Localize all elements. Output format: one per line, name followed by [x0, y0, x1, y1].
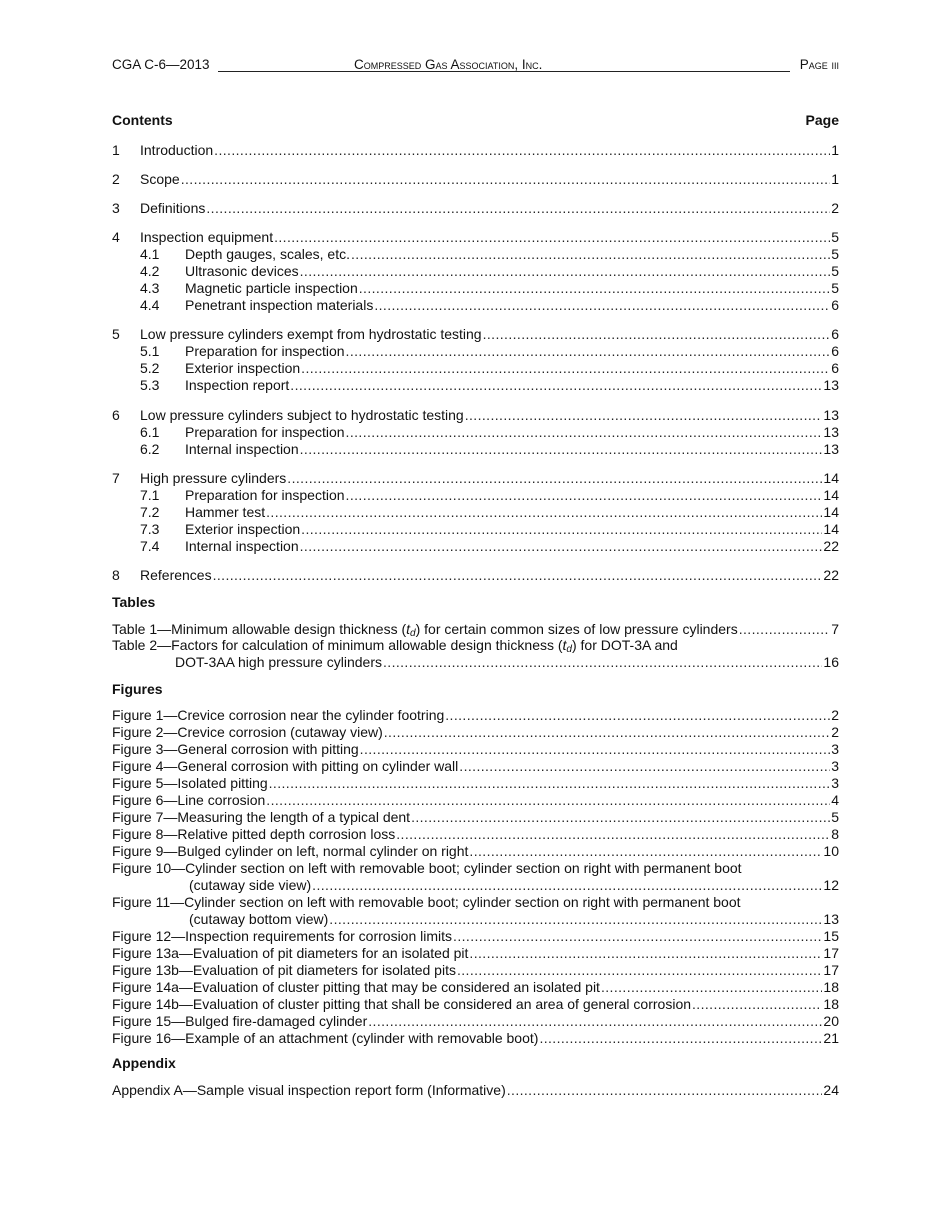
- page-number: 17: [823, 962, 839, 978]
- toc-entry[interactable]: [112, 326, 839, 343]
- dot-leader: [459, 758, 830, 775]
- page-number: 14: [823, 470, 839, 486]
- figure-entry[interactable]: [112, 1013, 839, 1030]
- figure-entry-continuation[interactable]: [189, 877, 839, 894]
- dot-leader: [266, 792, 830, 809]
- page-number: 6: [831, 343, 839, 359]
- figure-title: Figure 9—Bulged cylinder on left, normal cylinder on right: [112, 843, 469, 859]
- figure-entry-firstline[interactable]: Figure 10—Cylinder section on left with removable boot; cylinder section on right with permanent boot: [112, 860, 742, 876]
- section-number: 5.3: [140, 377, 160, 393]
- table-entry[interactable]: [112, 621, 839, 638]
- dot-leader: [739, 621, 831, 638]
- page-number: 21: [823, 1030, 839, 1046]
- dot-leader: [181, 171, 831, 188]
- section-number: 5.2: [140, 360, 160, 376]
- toc-entry[interactable]: [112, 407, 839, 424]
- figure-title: Figure 8—Relative pitted depth corrosion loss: [112, 826, 396, 842]
- section-title: Exterior inspection: [185, 360, 301, 376]
- section-title: Introduction: [140, 142, 214, 158]
- figure-entry[interactable]: [112, 741, 839, 758]
- page-number: 5: [831, 229, 839, 245]
- toc-entry[interactable]: [112, 567, 839, 584]
- figure-entry[interactable]: [112, 792, 839, 809]
- table-entry-continuation[interactable]: [175, 654, 839, 671]
- page-number: 18: [823, 979, 839, 995]
- toc-subentry[interactable]: [140, 360, 839, 377]
- page-number: 3: [831, 758, 839, 774]
- dot-leader: [269, 775, 831, 792]
- dot-leader: [384, 724, 830, 741]
- page-number: 14: [823, 521, 839, 537]
- dot-leader: [692, 996, 822, 1013]
- toc-entry[interactable]: [112, 470, 839, 487]
- page-number: 2: [831, 200, 839, 216]
- page-number: 18: [823, 996, 839, 1012]
- section-title: Internal inspection: [185, 441, 299, 457]
- dot-leader: [457, 962, 822, 979]
- page-number: 6: [831, 326, 839, 342]
- toc-subentry[interactable]: [140, 280, 839, 297]
- section-number: 7: [112, 470, 120, 486]
- toc-subentry[interactable]: [140, 521, 839, 538]
- dot-leader: [287, 470, 822, 487]
- dot-leader: [329, 911, 822, 928]
- dot-leader: [206, 200, 830, 217]
- figure-entry[interactable]: [112, 996, 839, 1013]
- table-entry-firstline[interactable]: Table 2—Factors for calculation of minimum allowable design thickness $(t_d)$ for DOT-3A and: [112, 637, 678, 655]
- section-number: 6: [112, 407, 120, 423]
- appendix-title: Appendix A—Sample visual inspection report form (Informative): [112, 1082, 506, 1098]
- section-title: Preparation for inspection: [185, 424, 345, 440]
- contents-heading: Contents: [112, 112, 173, 128]
- page-number: 2: [831, 707, 839, 723]
- page-number: 13: [823, 377, 839, 393]
- table-title: DOT-3AA high pressure cylinders: [175, 654, 382, 670]
- dot-leader: [601, 979, 822, 996]
- page-label: Page iii: [799, 57, 839, 72]
- section-number: 4.2: [140, 263, 160, 279]
- dot-leader: [312, 877, 822, 894]
- section-number: 6.2: [140, 441, 160, 457]
- dot-leader: [274, 229, 830, 246]
- appendix-heading: Appendix: [112, 1055, 176, 1071]
- figure-title: (cutaway bottom view): [189, 911, 329, 927]
- figure-entry[interactable]: [112, 826, 839, 843]
- toc-entry[interactable]: [112, 171, 839, 188]
- section-number: 1: [112, 142, 120, 158]
- page-number: 2: [831, 724, 839, 740]
- section-number: 4: [112, 229, 120, 245]
- figure-title: Figure 14a—Evaluation of cluster pitting that may be considered an isolated pit: [112, 979, 600, 995]
- page-number: 20: [823, 1013, 839, 1029]
- toc-subentry[interactable]: [140, 297, 839, 314]
- toc-subentry[interactable]: [140, 487, 839, 504]
- section-title: Scope: [140, 171, 180, 187]
- dot-leader: [411, 809, 830, 826]
- section-title: Preparation for inspection: [185, 487, 345, 503]
- dot-leader: [445, 707, 830, 724]
- dot-leader: [266, 504, 822, 521]
- page-number: 13: [823, 424, 839, 440]
- section-title: High pressure cylinders: [140, 470, 287, 486]
- toc-entry[interactable]: [112, 200, 839, 217]
- dot-leader: [360, 741, 831, 758]
- figure-title: Figure 3—General corrosion with pitting: [112, 741, 359, 757]
- section-title: Preparation for inspection: [185, 343, 345, 359]
- section-title: Inspection equipment: [140, 229, 274, 245]
- dot-leader: [214, 142, 830, 159]
- figure-entry[interactable]: [112, 775, 839, 792]
- dot-leader: [507, 1082, 823, 1099]
- section-number: 8: [112, 567, 120, 583]
- figure-title: (cutaway side view): [189, 877, 312, 893]
- page-number: 13: [823, 441, 839, 457]
- section-title: Ultrasonic devices: [185, 263, 299, 279]
- dot-leader: [301, 360, 830, 377]
- section-title: Low pressure cylinders subject to hydrostatic testing: [140, 407, 464, 423]
- dot-leader: [359, 280, 830, 297]
- figure-entry[interactable]: [112, 707, 839, 724]
- dot-leader: [301, 521, 822, 538]
- page-number: 3: [831, 775, 839, 791]
- figure-entry[interactable]: [112, 962, 839, 979]
- page-number: 5: [831, 246, 839, 262]
- section-number: 4.1: [140, 246, 160, 262]
- page-number: 22: [823, 538, 839, 554]
- figure-entry-continuation[interactable]: [189, 911, 839, 928]
- page-number: 22: [823, 567, 839, 583]
- dot-leader: [213, 567, 823, 584]
- figure-title: Figure 5—Isolated pitting: [112, 775, 268, 791]
- dot-leader: [453, 928, 822, 945]
- figure-entry[interactable]: [112, 928, 839, 945]
- table-title: Table 1—Minimum allowable design thickness $(t_d)$ for certain common sizes of low pressure cylinders: [112, 621, 738, 639]
- figure-title: Figure 1—Crevice corrosion near the cylinder footring: [112, 707, 445, 723]
- toc-subentry[interactable]: [140, 504, 839, 521]
- dot-leader: [368, 1013, 822, 1030]
- figure-title: Figure 2—Crevice corrosion (cutaway view): [112, 724, 383, 740]
- figure-entry[interactable]: [112, 809, 839, 826]
- page-column-heading: Page: [805, 112, 839, 128]
- page-number: 5: [831, 280, 839, 296]
- section-title: Inspection report: [185, 377, 290, 393]
- figure-title: Figure 16—Example of an attachment (cylinder with removable boot): [112, 1030, 539, 1046]
- figure-entry[interactable]: [112, 945, 839, 962]
- figure-title: Figure 13a—Evaluation of pit diameters for an isolated pit: [112, 945, 469, 961]
- running-header: [112, 57, 839, 75]
- section-title: Internal inspection: [185, 538, 299, 554]
- figure-entry[interactable]: [112, 979, 839, 996]
- toc-subentry[interactable]: [140, 377, 839, 394]
- dot-leader: [465, 407, 823, 424]
- dot-leader: [383, 654, 822, 671]
- section-number: 5.1: [140, 343, 160, 359]
- section-number: 6.1: [140, 424, 160, 440]
- page-number: 1: [831, 171, 839, 187]
- organization-name: Compressed Gas Association, Inc.: [354, 57, 543, 72]
- page-number: 14: [823, 487, 839, 503]
- dot-leader: [539, 1030, 822, 1047]
- dot-leader: [300, 441, 823, 458]
- dot-leader: [300, 538, 823, 555]
- page-number: 4: [831, 792, 839, 808]
- section-number: 7.3: [140, 521, 160, 537]
- toc-subentry[interactable]: [140, 343, 839, 360]
- section-number: 4.4: [140, 297, 160, 313]
- figure-entry[interactable]: [112, 843, 839, 860]
- section-number: 4.3: [140, 280, 160, 296]
- page-number: 12: [823, 877, 839, 893]
- page-number: 1: [831, 142, 839, 158]
- page-number: 6: [831, 297, 839, 313]
- page-number: 24: [823, 1082, 839, 1098]
- toc-entry[interactable]: [112, 142, 839, 159]
- figure-entry[interactable]: [112, 724, 839, 741]
- section-title: Magnetic particle inspection: [185, 280, 358, 296]
- section-title: Penetrant inspection materials: [185, 297, 374, 313]
- header-rule: [354, 71, 790, 72]
- section-number: 2: [112, 171, 120, 187]
- page-number: 17: [823, 945, 839, 961]
- page-number: 7: [831, 621, 839, 637]
- page-number: 8: [831, 826, 839, 842]
- section-number: 5: [112, 326, 120, 342]
- toc-subentry[interactable]: [140, 441, 839, 458]
- section-title: Definitions: [140, 200, 206, 216]
- toc-entry[interactable]: [112, 229, 839, 246]
- section-number: 7.4: [140, 538, 160, 554]
- figures-heading: Figures: [112, 681, 163, 697]
- page-number: 5: [831, 263, 839, 279]
- toc-subentry[interactable]: [140, 263, 839, 280]
- section-number: 3: [112, 200, 120, 216]
- section-title: References: [140, 567, 212, 583]
- tables-heading: Tables: [112, 594, 156, 610]
- page-number: 3: [831, 741, 839, 757]
- toc-subentry[interactable]: [140, 246, 839, 263]
- dot-leader: [290, 377, 822, 394]
- dot-leader: [469, 945, 822, 962]
- figure-title: Figure 13b—Evaluation of pit diameters for isolated pits: [112, 962, 456, 978]
- section-title: Low pressure cylinders exempt from hydrostatic testing: [140, 326, 482, 342]
- page-number: 10: [823, 843, 839, 859]
- page-number: 6: [831, 360, 839, 376]
- page-number: 13: [823, 407, 839, 423]
- toc-page: [112, 0, 839, 1230]
- dot-leader: [469, 843, 822, 860]
- section-title: Exterior inspection: [185, 521, 301, 537]
- figure-entry[interactable]: [112, 758, 839, 775]
- dot-leader: [346, 487, 823, 504]
- page-number: 5: [831, 809, 839, 825]
- dot-leader: [374, 297, 830, 314]
- section-title: Depth gauges, scales, etc.: [185, 246, 350, 262]
- toc-subentry[interactable]: [140, 538, 839, 555]
- figure-title: Figure 15—Bulged fire-damaged cylinder: [112, 1013, 368, 1029]
- section-number: 7.1: [140, 487, 160, 503]
- dot-leader: [346, 424, 823, 441]
- dot-leader: [346, 343, 831, 360]
- figure-title: Figure 7—Measuring the length of a typical dent: [112, 809, 411, 825]
- header-rule: [218, 71, 354, 72]
- toc-subentry[interactable]: [140, 424, 839, 441]
- dot-leader: [483, 326, 831, 343]
- page-number: 14: [823, 504, 839, 520]
- section-title: Hammer test: [185, 504, 266, 520]
- figure-title: Figure 6—Line corrosion: [112, 792, 266, 808]
- dot-leader: [396, 826, 830, 843]
- dot-leader: [351, 246, 830, 263]
- figure-title: Figure 14b—Evaluation of cluster pitting that shall be considered an area of general corrosion: [112, 996, 692, 1012]
- doc-code: CGA C-6—2013: [112, 57, 210, 72]
- figure-entry-firstline[interactable]: Figure 11—Cylinder section on left with removable boot; cylinder section on right with permanent boot: [112, 894, 741, 910]
- figure-entry[interactable]: [112, 1030, 839, 1047]
- dot-leader: [300, 263, 831, 280]
- section-number: 7.2: [140, 504, 160, 520]
- page-number: 15: [823, 928, 839, 944]
- figure-title: Figure 4—General corrosion with pitting on cylinder wall: [112, 758, 459, 774]
- page-number: 16: [823, 654, 839, 670]
- appendix-entry[interactable]: [112, 1082, 839, 1099]
- page-number: 13: [823, 911, 839, 927]
- figure-title: Figure 12—Inspection requirements for corrosion limits: [112, 928, 453, 944]
